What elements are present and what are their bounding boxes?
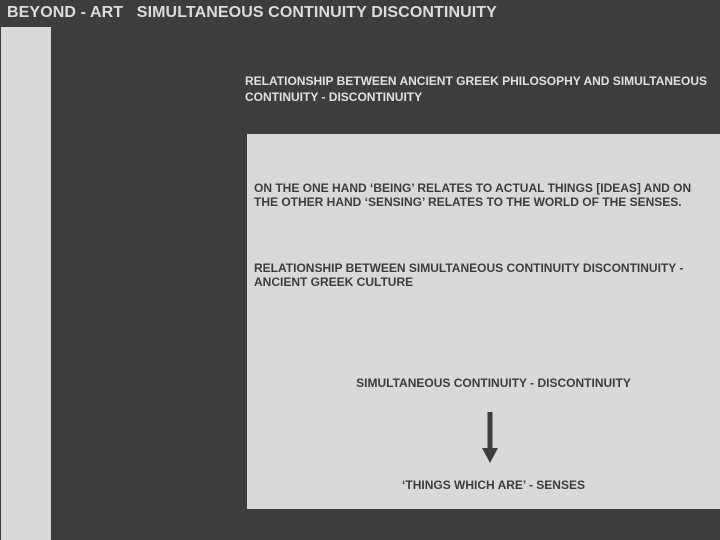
content-panel (247, 134, 720, 509)
paragraph-greek-culture: RELATIONSHIP BETWEEN SIMULTANEOUS CONTINUITY DISCONTINUITY - ANCIENT GREEK CULTURE (254, 261, 684, 289)
paragraph-being-sensing: ON THE ONE HAND ‘BEING’ RELATES TO ACTUAL THINGS [IDEAS] AND ON THE OTHER HAND ‘SENSING’ RELATES TO THE WORLD OF THE SENSES. (254, 181, 692, 209)
arrow-down-icon (482, 412, 498, 464)
side-strip (1, 27, 51, 540)
page-title: BEYOND - ART SIMULTANEOUS CONTINUITY DISCONTINUITY (7, 4, 497, 21)
diagram-top-label: SIMULTANEOUS CONTINUITY - DISCONTINUITY (356, 376, 631, 390)
section-heading: RELATIONSHIP BETWEEN ANCIENT GREEK PHILOSOPHY AND SIMULTANEOUS CONTINUITY - DISCONTINUITY (245, 74, 708, 104)
diagram-bottom-label: ‘THINGS WHICH ARE’ - SENSES (402, 478, 585, 492)
